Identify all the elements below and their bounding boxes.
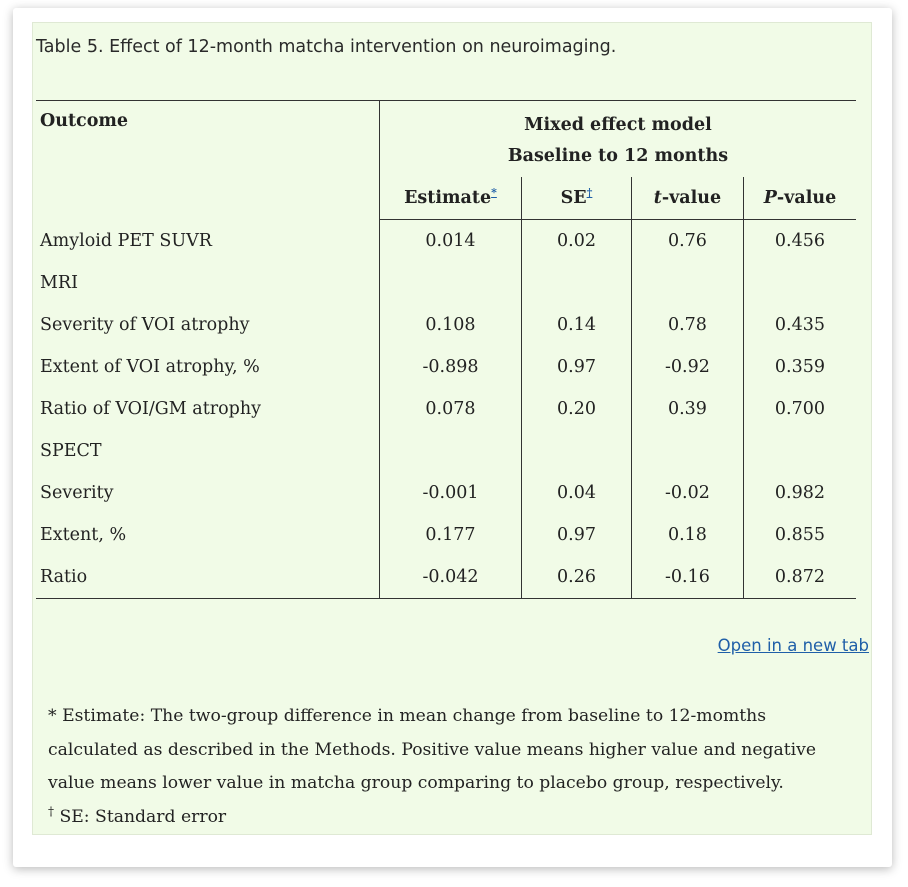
header-p-italic: P [763,188,777,208]
table-row [36,472,856,514]
table-row [36,514,856,556]
row-label: MRI [40,273,79,293]
cell-estimate: 0.108 [379,304,521,346]
row-label: Ratio of VOI/GM atrophy [40,399,261,419]
row-label: Ratio [36,556,379,599]
cell-t-value: 0.76 [631,220,743,263]
table-row [36,220,856,263]
row-label: Amyloid PET SUVR [40,230,212,251]
table-caption: Table 5. Effect of 12-month matcha intervention on neuroimaging. [36,37,617,57]
header-se-label: SE [560,188,587,208]
cell-se [522,262,632,304]
row-label: SPECT [40,441,102,461]
cell-t-value [631,430,743,472]
header-t-rest: -value [661,188,722,208]
footnote-estimate-mark: * [48,706,57,726]
cell-se: 0.20 [522,388,632,430]
cell-estimate: 0.177 [379,514,521,556]
table-container [36,100,856,599]
header-p-value [743,177,856,220]
header-estimate [379,177,521,220]
cell-se: 0.97 [522,346,632,388]
cell-estimate [379,430,521,472]
cell-se: 0.97 [522,514,632,556]
cell-p-value: 0.872 [743,556,856,599]
cell-p-value: 0.359 [743,346,856,388]
table-row [36,346,856,388]
cell-estimate: -0.001 [379,472,521,514]
header-t-italic: t [653,188,662,208]
table-row [36,304,856,346]
table-row [36,262,856,304]
cell-t-value [631,262,743,304]
footnote-se-mark: † [48,803,54,818]
row-label: Extent, % [40,525,127,545]
footnote-estimate-text: Estimate: The two-group difference in mean change from baseline to 12-momths calculated as described in the Methods. Positive value means higher value and negative value means lower value in matcha group comparing to placebo group, respectively. [48,706,817,793]
row-label: Severity [40,483,114,503]
cell-estimate: -0.042 [379,556,521,599]
cell-se: 0.04 [522,472,632,514]
header-row-group [36,101,856,136]
footnote-se-text: SE: Standard error [59,806,227,827]
footnote-estimate [48,700,858,801]
cell-t-value: 0.78 [631,304,743,346]
neuroimaging-table [36,100,856,599]
cell-estimate: 0.014 [379,220,521,263]
open-in-new-tab-link[interactable]: Open in a new tab [717,636,869,655]
header-group-subtitle: Baseline to 12 months [379,135,856,177]
table-row [36,430,856,472]
header-p-rest: -value [776,188,837,208]
cell-se: 0.14 [522,304,632,346]
se-footnote-link[interactable]: † [586,186,593,200]
header-outcome: Outcome [36,101,379,220]
cell-p-value [743,430,856,472]
header-se [522,177,632,220]
footnote-se [48,801,858,835]
cell-t-value: -0.02 [631,472,743,514]
cell-p-value: 0.855 [743,514,856,556]
row-label: Severity of VOI atrophy [40,315,250,335]
header-t-value [631,177,743,220]
cell-p-value: 0.435 [743,304,856,346]
table-row [36,556,856,599]
cell-t-value: 0.18 [631,514,743,556]
cell-se: 0.26 [522,556,632,599]
cell-t-value: -0.16 [631,556,743,599]
estimate-footnote-link[interactable]: * [491,186,497,200]
cell-estimate: 0.078 [379,388,521,430]
table-body [36,220,856,599]
cell-p-value: 0.456 [743,220,856,263]
cell-estimate [379,262,521,304]
table-row [36,388,856,430]
header-estimate-label: Estimate [404,188,492,208]
cell-p-value: 0.700 [743,388,856,430]
cell-t-value: 0.39 [631,388,743,430]
header-group-title: Mixed effect model [379,101,856,136]
cell-p-value [743,262,856,304]
cell-se: 0.02 [522,220,632,263]
footnotes [48,700,858,834]
cell-t-value: -0.92 [631,346,743,388]
cell-estimate: -0.898 [379,346,521,388]
row-label: Extent of VOI atrophy, % [40,357,260,377]
cell-p-value: 0.982 [743,472,856,514]
cell-se [522,430,632,472]
